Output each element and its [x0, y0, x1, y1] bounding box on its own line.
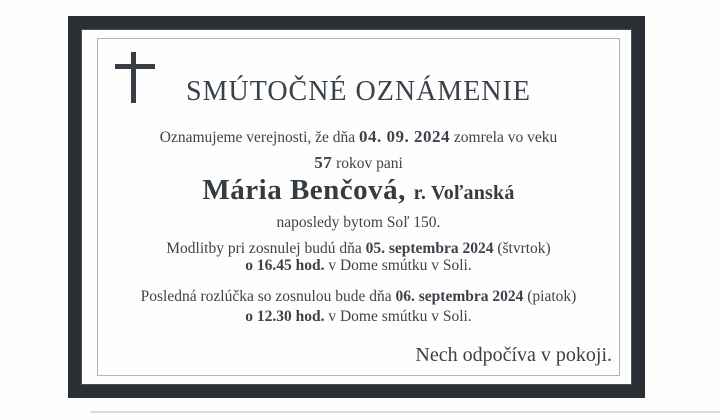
notice-content	[97, 38, 620, 376]
prayers-line	[97, 240, 620, 257]
age-suffix: rokov pani	[336, 155, 403, 172]
farewell-line	[97, 288, 620, 305]
farewell-prefix: Posledná rozlúčka so zosnulou bude dňa	[140, 288, 392, 305]
farewell-day: (piatok)	[527, 288, 577, 305]
prayers-time: o 16.45 hod.	[245, 257, 325, 274]
notice-title: SMÚTOČNÉ OZNÁMENIE	[186, 76, 531, 107]
deceased-name: Mária Benčová,	[202, 174, 406, 206]
farewell-time-line	[97, 308, 620, 325]
prayers-time-line	[97, 257, 620, 274]
prayers-prefix: Modlitby pri zosnulej budú dňa	[166, 240, 362, 257]
farewell-place: v Dome smútku v Soli.	[328, 308, 472, 325]
age-line	[97, 154, 620, 172]
announcement-suffix: zomrela vo veku	[453, 129, 558, 146]
deceased-name-line	[97, 174, 620, 209]
residence-line: naposledy bytom Soľ 150.	[276, 214, 441, 231]
announcement-prefix: Oznamujeme verejnosti, že dňa	[159, 129, 356, 146]
prayers-day: (štvrtok)	[497, 240, 551, 257]
prayers-date: 05. septembra 2024	[365, 240, 494, 257]
closing-line: Nech odpočíva v pokoji.	[415, 344, 612, 366]
deceased-maiden-name: r. Voľanská	[413, 182, 515, 204]
farewell-date: 06. septembra 2024	[395, 288, 524, 305]
prayers-place: v Dome smútku v Soli.	[328, 257, 472, 274]
death-date: 04. 09. 2024	[359, 127, 451, 146]
scan-artifact-line	[90, 411, 720, 413]
announcement-line	[97, 128, 620, 146]
farewell-time: o 12.30 hod.	[245, 308, 325, 325]
age-value: 57	[314, 153, 333, 172]
